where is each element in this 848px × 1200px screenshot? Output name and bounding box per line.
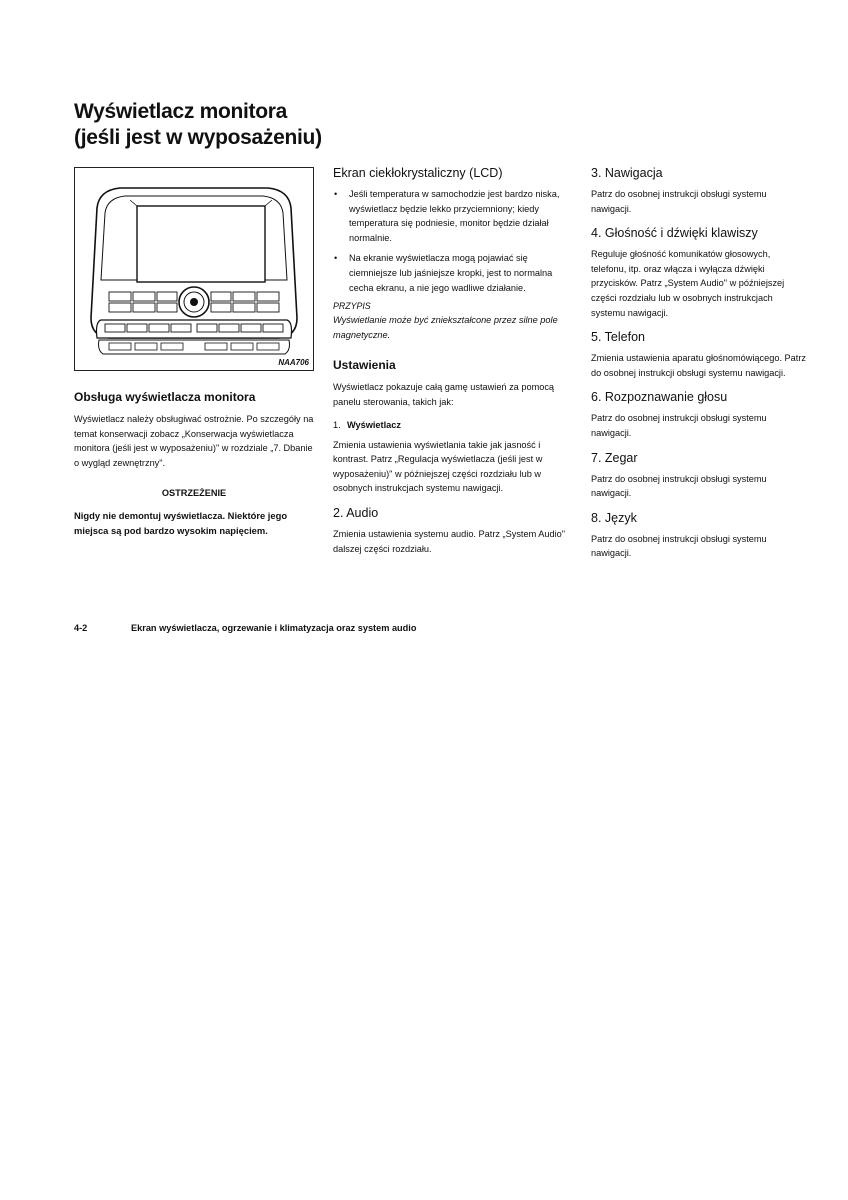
- section-heading: 7. Zegar: [591, 450, 638, 465]
- page-title: Wyświetlacz monitora (jeśli jest w wyposażeniu): [74, 100, 322, 149]
- bullet-icon: •: [334, 253, 338, 264]
- page-number: 4-2: [74, 623, 88, 633]
- numbered-item: [333, 420, 576, 430]
- warning-title: OSTRZEŻENIE: [161, 488, 227, 499]
- bullet-list: [333, 187, 576, 295]
- section-heading: 3. Nawigacja: [591, 166, 663, 180]
- note-text: Wyświetlanie może być zniekształcone przez silne pole magnetyczne.: [333, 315, 558, 340]
- paragraph: Patrz do osobnej instrukcji obsługi systemu nawigacji.: [591, 533, 767, 559]
- warning-text: Nigdy nie demontuj wyświetlacza. Niektóre jego miejsca są pod bardzo wysokim napięciem.: [74, 510, 288, 537]
- paragraph: Wyświetlacz należy obsługiwać ostrożnie. Po szczegóły na temat konserwacji zobacz „Konserwacja wyświetlacza monitora (jeśli jest w wyposażeniu)" w rozdziale „7. Dbanie o wygląd zewnętrzny".: [74, 414, 314, 468]
- paragraph: Patrz do osobnej instrukcji obsługi systemu nawigacji.: [591, 189, 767, 214]
- item-number: 1.: [333, 419, 341, 430]
- lcd-heading: Ekran ciekłokrystaliczny (LCD): [333, 166, 503, 180]
- figure-code: NAA706: [278, 358, 309, 367]
- paragraph: Patrz do osobnej instrukcji obsługi systemu nawigacji.: [591, 413, 767, 438]
- section-heading: 6. Rozpoznawanie głosu: [591, 390, 728, 405]
- section-heading: 5. Telefon: [591, 330, 645, 345]
- chapter-title: Ekran wyświetlacza, ogrzewanie i klimatyzacja oraz system audio: [131, 623, 417, 633]
- section-heading: 4. Głośność i dźwięki klawiszy: [591, 226, 758, 241]
- page-footer: [74, 623, 574, 633]
- monitor-illustration: [74, 167, 314, 371]
- list-item: [333, 187, 576, 245]
- settings-intro: Wyświetlacz pokazuje całą gamę ustawień za pomocą panelu sterowania, takich jak:: [333, 382, 555, 407]
- bullet-icon: •: [334, 189, 338, 199]
- section-heading: Obsługa wyświetlacza monitora: [74, 390, 256, 404]
- audio-heading: 2. Audio: [333, 505, 379, 520]
- column-middle: [333, 166, 576, 566]
- settings-heading: Ustawienia: [333, 358, 396, 373]
- section-heading: 8. Język: [591, 510, 637, 525]
- note-label: PRZYPIS: [333, 301, 371, 312]
- monitor-drawing: [75, 168, 313, 370]
- paragraph: Patrz do osobnej instrukcji obsługi systemu nawigacji.: [591, 473, 767, 499]
- paragraph: Zmienia ustawienia systemu audio. Patrz „System Audio" dalszej części rozdziału.: [333, 528, 566, 554]
- column-left: [74, 390, 314, 538]
- list-item-text: Jeśli temperatura w samochodzie jest bardzo niska, wyświetlacz będzie lekko przyciemniony; kiedy temperatura się podniesie, monitor będzie działał normalnie.: [349, 189, 560, 243]
- paragraph: Zmienia ustawienia wyświetlania takie jak jasność i kontrast. Patrz „Regulacja wyświetlacza (jeśli jest w wyposażeniu)" w późniejszej części rozdziału lub w osobnych instrukcjach systemu nawigacji.: [333, 439, 543, 494]
- paragraph: Reguluje głośność komunikatów głosowych, telefonu, itp. oraz włącza i wyłącza dźwięki przycisków. Patrz „System Audio" w późniejszej części rozdziału lub w osobnych instrukcjach systemu nawigacji.: [591, 249, 785, 318]
- column-right: [591, 166, 806, 571]
- list-item: [333, 251, 576, 295]
- paragraph: Zmienia ustawienia aparatu głośnomówiącego. Patrz do osobnej instrukcji obsługi systemu nawigacji.: [591, 353, 807, 378]
- item-title: Wyświetlacz: [347, 419, 401, 430]
- list-item-text: Na ekranie wyświetlacza mogą pojawiać się ciemniejsze lub jaśniejsze kropki, jest to normalna cecha ekranu, a nie jego wadliwe działanie.: [349, 253, 553, 293]
